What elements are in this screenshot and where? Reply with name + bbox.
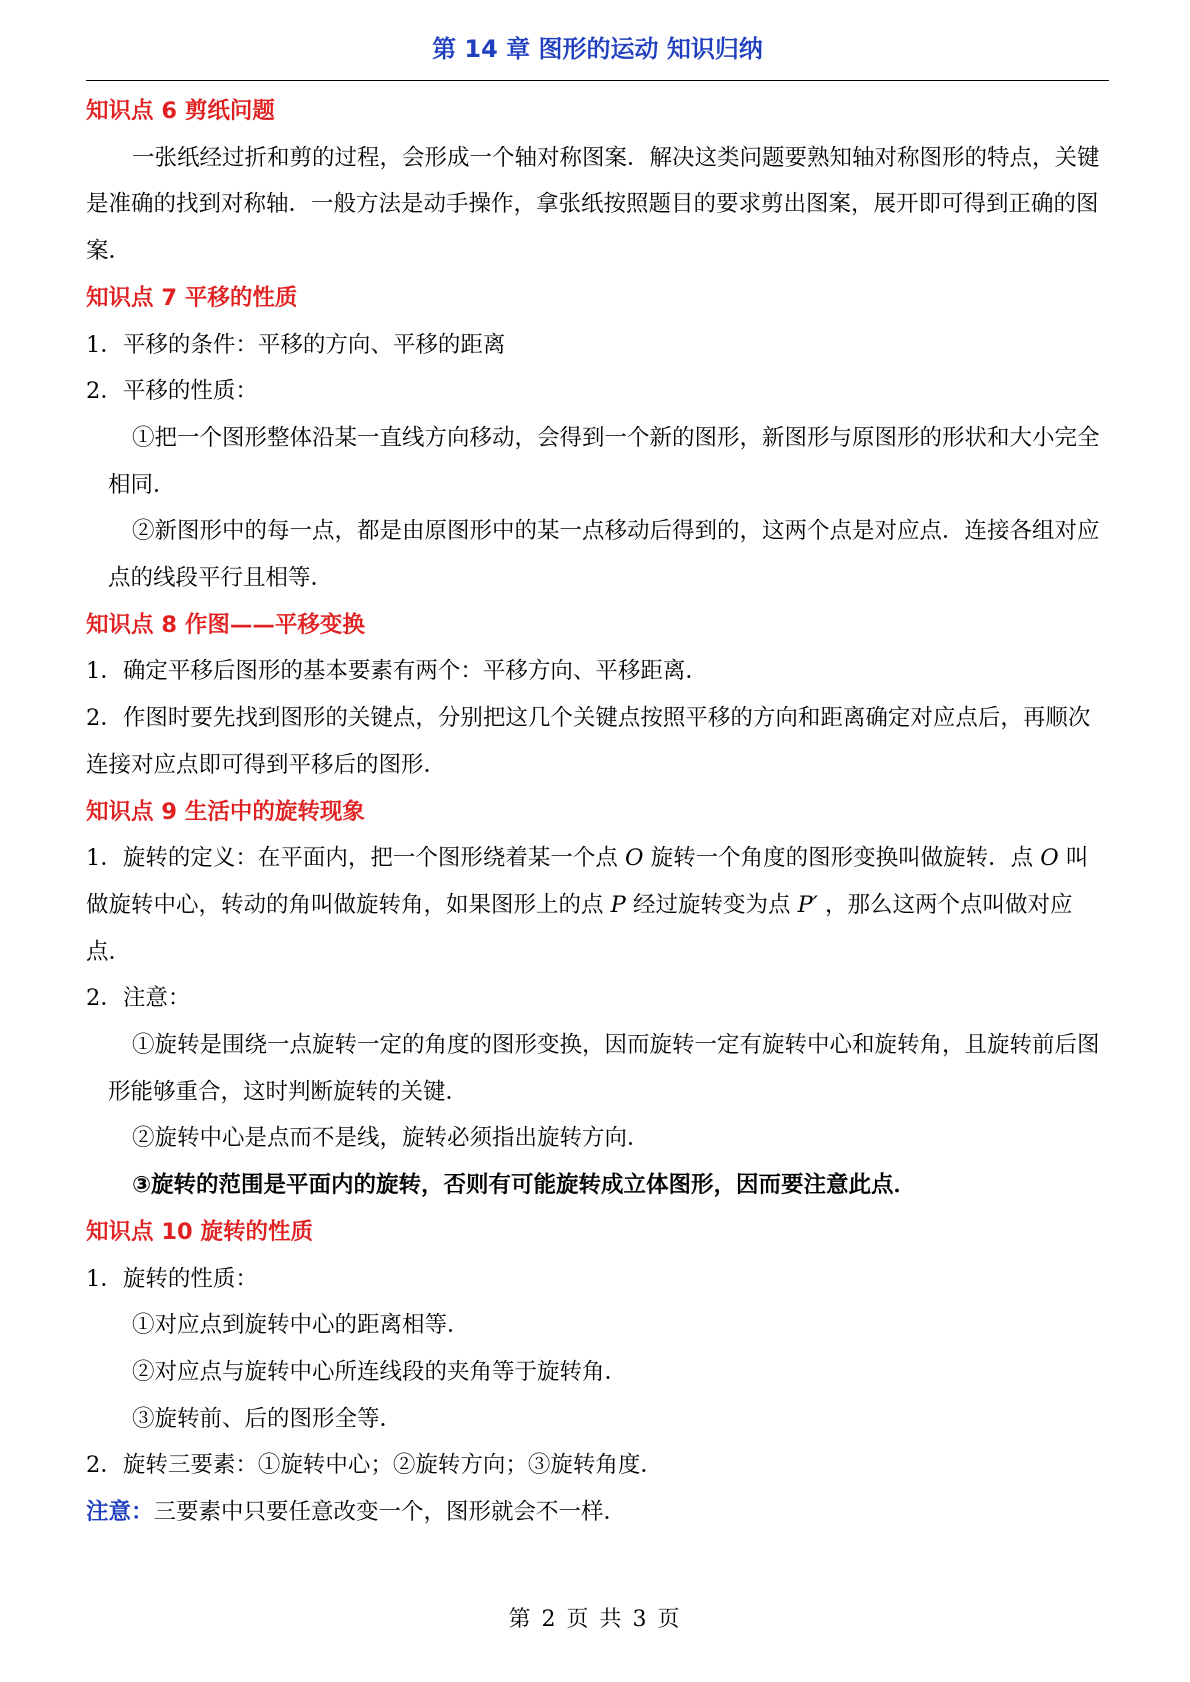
section-9-title: 知识点 9 生活中的旋转现象 xyxy=(86,798,365,825)
var-p-prime: P′ xyxy=(797,891,818,918)
text: 叫做旋转中心，转动的角叫做旋转角，如果图形上的点 xyxy=(86,845,1089,918)
section-8-title: 知识点 8 作图——平移变换 xyxy=(86,611,365,638)
section-10-item-2: 2．旋转三要素：①旋转中心；②旋转方向；③旋转角度． xyxy=(86,1452,663,1479)
section-6-title: 知识点 6 剪纸问题 xyxy=(86,98,275,124)
section-7-sub-1: ①把一个图形整体沿某一直线方向移动，会得到一个新的图形，新图形与原图形的形状和大小完全相同． xyxy=(108,424,1100,498)
page-footer: 第 2 页 共 3 页 xyxy=(508,1607,682,1632)
section-8-item-1: 1．确定平移后图形的基本要素有两个：平移方向、平移距离． xyxy=(86,658,708,685)
section-9-item-1 xyxy=(86,835,1109,975)
page-content xyxy=(86,88,1109,1536)
var-o: O xyxy=(1040,845,1059,872)
section-10-note xyxy=(86,1489,1109,1536)
section-9-sub-2: ②旋转中心是点而不是线，旋转必须指出旋转方向． xyxy=(132,1125,650,1152)
text: ，那么这两个点叫做对应点． xyxy=(86,891,1073,965)
section-10-item-1: 1．旋转的性质： xyxy=(86,1265,258,1292)
section-10-sub-3: ③旋转前、后的图形全等． xyxy=(132,1405,403,1432)
section-10-sub-1: ①对应点到旋转中心的距离相等． xyxy=(132,1312,470,1339)
note-label: 注意： xyxy=(86,1499,154,1526)
text: 1．旋转的定义：在平面内，把一个图形绕着某一个点 xyxy=(86,845,625,872)
section-7-item-2: 2．平移的性质： xyxy=(86,378,258,405)
section-10-title: 知识点 10 旋转的性质 xyxy=(86,1218,313,1245)
section-9-sub-3: ③旋转的范围是平面内的旋转，否则有可能旋转成立体图形，因而要注意此点． xyxy=(132,1172,917,1199)
text: 旋转一个角度的图形变换叫做旋转．点 xyxy=(643,845,1041,872)
section-7-title: 知识点 7 平移的性质 xyxy=(86,284,298,311)
section-10-sub-2: ②对应点与旋转中心所连线段的夹角等于旋转角． xyxy=(132,1358,628,1385)
var-p: P xyxy=(610,891,626,918)
text: 经过旋转变为点 xyxy=(625,891,798,918)
note-text: 三要素中只要任意改变一个，图形就会不一样． xyxy=(153,1499,627,1526)
section-6-body: 一张纸经过折和剪的过程，会形成一个轴对称图案．解决这类问题要熟知轴对称图形的特点，关键是准确的找到对称轴．一般方法是动手操作，拿张纸按照题目的要求剪出图案，展开即可得到正确的图案． xyxy=(86,144,1100,265)
section-9-sub-1: ①旋转是围绕一点旋转一定的角度的图形变换，因而旋转一定有旋转中心和旋转角，且旋转前后图形能够重合，这时判断旋转的关键． xyxy=(108,1032,1100,1105)
section-8-item-2: 2．作图时要先找到图形的关键点，分别把这几个关键点按照平移的方向和距离确定对应点后，再顺次连接对应点即可得到平移后的图形． xyxy=(86,705,1091,778)
section-7-sub-2: ②新图形中的每一点，都是由原图形中的某一点移动后得到的，这两个点是对应点．连接各组对应点的线段平行且相等． xyxy=(108,518,1100,592)
section-7-item-1: 1．平移的条件：平移的方向、平移的距离 xyxy=(86,331,506,358)
var-o: O xyxy=(624,845,644,872)
page-header: 第 14 章 图形的运动 知识归纳 xyxy=(86,30,1109,81)
section-9-item-2: 2．注意： xyxy=(86,985,191,1012)
